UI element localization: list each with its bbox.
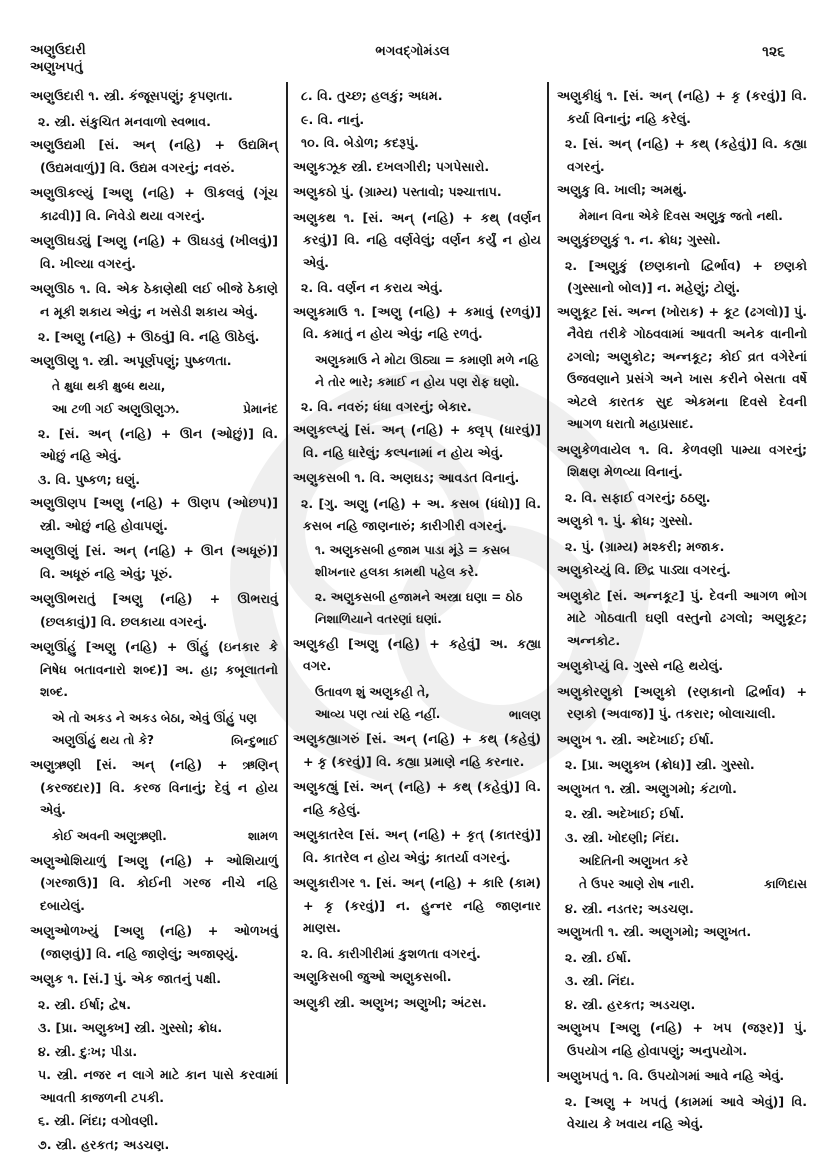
usage-quote [30,707,278,753]
headword: અણુકોચ્યું [557,562,611,577]
dictionary-entry [557,655,807,678]
headword: અણુકોટ [557,587,601,603]
sense-definition: ૨. [સં. અન્ (નહિ) + કથ્ (કહેવું)] વિ. કહ્યા વગરનું. [565,136,807,174]
dictionary-entry [557,1017,807,1062]
dictionary-entry [557,85,807,130]
dictionary-entry [557,179,807,202]
quote-line: તે ક્ષુધા થકી ક્ષુબ્ધ થયા, [52,379,166,393]
headword: અણુકોરણુકો [557,683,623,699]
headword: અણુકમાઉ [293,303,348,319]
sense-definition: ૯. વિ. નાનું. [301,111,365,127]
dictionary-entry [30,85,278,108]
quote-source: શામળ [247,829,278,843]
definition: સ્ત્રી. દખલગીરી; પગપેસારો. [347,158,490,174]
definition: [સં. અન્ (નહિ) + કથ્ (કહેવું) + કૃ (કરવું)] વિ. કહ્યા પ્રમાણે નહિ કરનાર. [303,731,541,769]
quote-line: અણુકમાઉ ને મોટા ઊઠ્યા = કમાણી મળે નહિ ને તોર ભારે; કમાઈ ન હોય પણ રોફ ઘણો. [315,352,539,389]
dictionary-entry [293,156,541,179]
sense-definition: ૪. સ્ત્રી. નડતર; અડચણ. [565,900,694,916]
dictionary-entry [30,134,278,179]
definition: [સં. અન્ (નહિ) + કથ્ (કહેવું)] વિ. નહિ કહેલું. [303,779,541,817]
dictionary-entry [557,510,807,533]
sense-definition: ૨. [અણુ (નહિ) + ઊઠવું] વિ. નહિ ઊઠેલું. [38,329,260,344]
sense-definition: ૨. સ્ત્રી. ઈર્ષા; દ્વેષ. [38,996,132,1012]
definition: ૧. ન. ક્રોધ; ગુસ્સો. [619,232,721,247]
definition: [અણુ (નહિ) + ઓળખવું (જાણવું)] વિ. નહિ જાણેલું; અજાણ્યું. [40,923,278,961]
sense-definition: ૩. સ્ત્રી. નિંદા. [565,973,635,988]
headword: અણુઊઘડ્યું [30,233,91,248]
dictionary-entry [293,181,541,204]
dictionary-entry [557,921,807,944]
headword: અણુખપતું [557,1068,609,1083]
column-1 [30,85,278,1157]
usage-quote [30,825,278,848]
definition: [અણુ (નહિ) + ઓશિયાળું (ગરજાઉ)] વિ. કોઈની ગરજ નીચે નહિ દબાયેલું. [40,852,278,913]
sense-definition: ૨. [અણુકું (છણકાનો દ્વિર્ભાવ) + છણકો (ગુસ્સાનો બોલ)] ન. મહેણું; ટોણું. [565,257,807,295]
headword: અણુઊઠ [30,281,75,296]
quote-line: મેમાન વિના એકે દિવસ અણુકુ જતો નથી. [579,208,783,223]
dictionary-entry [293,207,541,275]
sense-definition: ૬. સ્ત્રી. નિંદા; વગોવણી. [38,1113,159,1128]
sense-definition: ૪. સ્ત્રી. દુઃખ; પીડા. [38,1043,138,1059]
definition: ૧. વિ. એક ઠેકાણેથી લઈ બીજે ઠેકાણે ન મૂકી શકાય એવું; ન ખસેડી શકાય એવું. [40,281,278,319]
sense-definition: ૨. [સં. અન્ (નહિ) + ઊન (ઓછું)] વિ. ઓછું નહિ એવું. [38,425,278,463]
headword: અણુઊણુ [30,352,79,368]
dictionary-entry [30,636,278,704]
definition: સ્ત્રી. અણુખ; અણુખી; અંટસ. [329,994,487,1010]
headword: અણુકલ્પ્યું [293,422,349,437]
sense-definition: ૨. સ્ત્રી. સંકુચિત મનવાળો સ્વભાવ. [38,113,211,129]
definition: ૧. પું. ક્રોધ; ગુસ્સો. [593,513,693,528]
headword: અણુકારીગર [293,875,356,890]
headword: અણુખ [557,731,592,747]
headword: અણુકઝૂક [293,158,348,174]
definition: જુઓ અણુકસબી. [352,969,452,984]
headword: અણુઓશિયાળું [30,852,107,868]
headword: અણુખત [557,780,600,796]
definition: ૧. સ્ત્રી. અપૂર્ણપણું; પુષ્કળતા. [78,352,232,368]
dictionary-entry [30,230,278,275]
usage-quote [293,539,541,584]
headword: અણુઊણપ [30,495,87,510]
definition: ૧. સ્ત્રી. અણુગમો; અણુખત. [603,924,752,939]
definition: વિ. ખાલી; અમથું. [590,182,688,197]
headword: અણુખપ [557,1020,600,1035]
quote-line: ૨. અણુકસબી હજામને અસ્ત્રા ઘણા = ઠોઠ નિશાળિયાને વતરણાં ઘણાં. [315,589,523,626]
headword: અણુકસબી [293,470,351,485]
quote-source: બિન્દુભાઈ [231,733,278,748]
dictionary-entry [293,633,541,678]
headword: અણુખતી [557,924,604,939]
headword: અણુઊભરાતું [30,591,96,606]
dictionary-entry [557,559,807,582]
column-3 [557,85,807,1137]
sense-definition: ૪. સ્ત્રી. હરકત; અડચણ. [565,996,696,1012]
definition: ૧. [અણુ (નહિ) + કમાવું (રળવું)] વિ. કમાતું ન હોય એવું; નહિ રળતું. [303,303,541,341]
definition: ૧. [સં. અન્ (નહિ) + કારિ (કામ) + કૃ (કરવું)] ન. હુન્નર નહિ જાણનાર માણસ. [303,875,541,935]
headword: અણુકાતરેલ [293,827,354,842]
sense-definition: ૩. વિ. પુષ્કળ; ઘણું. [38,471,140,487]
headword: અણુકુ [557,182,591,197]
column-divider [286,82,288,1084]
sense-definition: ૨. પું. (ગ્રામ્ય) મશ્કરી; મજાક. [565,538,725,554]
headword: અણુકહ્યું [293,779,339,794]
guide-word-first: અણુઉદારી [30,43,86,58]
dictionary-entry [557,729,807,752]
definition: ૧. [સં. અન્ (નહિ) + કૃ (કરવું)] વિ. કર્યા વિનાનું; નહિ કરેલું. [567,88,807,126]
quote-line: અણુઊંહું થય તો કે? [52,733,155,747]
column-divider [547,82,549,1082]
dictionary-entry [30,540,278,585]
definition: [અણુ (નહિ) + ખપ (જરૂર)] પું. ઉપયોગ નહિ હોવાપણું; અનુપયોગ. [567,1020,807,1058]
quote-source: ભાલણ [508,707,541,722]
headword: અણુકૂટ [557,303,598,319]
sense-definition: ૨. સ્ત્રી. અદેખાઈ; ઈર્ષા. [565,806,685,821]
dictionary-entry [293,301,541,346]
sense-definition: ૨. વિ. નવરું; ધંધા વગરનું; બેકાર. [301,398,472,414]
dictionary-entry [557,301,807,436]
dictionary-entry [557,681,807,726]
dictionary-entry [30,588,278,633]
sense-definition: ૭. સ્ત્રી. હરકત; અડચણ. [38,1136,170,1152]
definition: [સં. અન્ (નહિ) + કૃત્ (કાતરવું)] વિ. કાતરેલ ન હોય એવું; કાતર્યા વગરનું. [303,827,541,865]
usage-quote [293,349,541,394]
dictionary-entry [557,439,807,484]
headword: અણુઉદ્યમી [30,137,86,152]
headword: અણુકુંછણુકું [557,232,620,247]
definition: ૧. સ્ત્રી. અણુગમો; કંટાળો. [599,780,737,796]
sense-definition: ૩. સ્ત્રી. ખોદણી; નિંદા. [565,829,680,845]
sense-definition: ૨. વિ. વર્ણન ન કરાય એવું. [301,280,443,295]
headword: અણુઉદારી [30,88,85,103]
quote-line: ૧. અણુકસબી હજામ પાડા મૂંડે = કસબ શીખનાર હલકા કામથી પહેલ કરે. [315,542,510,579]
definition: ૧. વિ. અણઘડ; આવડત વિનાનું. [350,470,520,485]
dictionary-entry [30,350,278,373]
headword: અણુકહી [293,635,339,651]
definition: [અણુ (નહિ) + ઊભરાવું (છલકાવું)] વિ. છલકાયા વગરનું. [40,591,278,629]
usage-quote [293,586,541,631]
dictionary-entry [293,992,541,1015]
dictionary-entry [30,492,278,537]
definition: વિ. છિદ્ર પાડ્યા વગરનું. [610,562,731,577]
dictionary-entry [30,182,278,227]
quote-line: ઉતાવળ શું અણુકહી તે, [315,684,430,699]
page-number: ૧૨૬ [762,44,785,60]
definition: [સં. અન્નકૂટ] પું. દેવની આગળ ભોગ માટે ગોઠવાતી ઘણી વસ્તુનો ઢગલો; અણુકૂટ; અન્નકોટ. [567,587,807,648]
definition: વિ. ગુસ્સે નહિ થયેલું. [608,658,723,673]
guide-word-last: અણુખપતું [30,60,83,75]
headword: અણુકિસબી [293,969,353,984]
definition: [સં. અન્ (નહિ) + ક્લૃપ્ (ધારવું)] વિ. નહિ ધારેલું; કલ્પનામાં ન હોય એવું. [303,422,541,460]
headword: અણુકહ્યાગરું [293,731,360,746]
sense-definition: ૩. [પ્રા. અણુક્ખ] સ્ત્રી. ગુસ્સો; ક્રોધ. [38,1020,223,1035]
definition: [અણુકો (રણકાનો દ્વિર્ભાવ) + રણકો (અવાજ)] પું. તકરાર; બોલાચાલી. [567,683,807,721]
quote-line: અદિતિની અણુખત કરે [579,854,689,868]
quote-line: આવ્ય પણ ત્યાં રહિ નહીં. [315,707,441,721]
definition: [સં. અન્ (નહિ) + ઋણિન્ (કરજદાર)] વિ. કરજ વિનાનું; દેવું ન હોય એવું. [40,757,278,817]
sense-definition: ૧૦. વિ. બેડોળ; કદરૂપું. [301,135,419,150]
dictionary-entry [293,776,541,821]
dictionary-entry [557,1065,807,1088]
sense-definition: ૨. વિ. કારીગીરીમાં કુશળતા વગરનું. [301,945,481,961]
sense-definition: ૨. સ્ત્રી. ઈર્ષા. [565,949,632,965]
usage-quote [557,205,807,228]
sense-definition: ૨. [અણુ + ખપતું (કામમાં આવે એવું)] વિ. વેચાય કે ખવાય નહિ એવું. [565,1093,807,1131]
usage-quote [30,375,278,421]
quote-line: આ ટળી ગઈ અણુઊણુઝ. [52,401,180,416]
headword: અણુકોપ્યું [557,658,609,673]
definition: ૧. સ્ત્રી. કંજૂસપણું; કૃપણતા. [84,88,233,103]
definition: ૧. [સં.] પું. એક જાતનું પક્ષી. [63,971,222,986]
dictionary-entry [293,419,541,464]
definition: [અણુ (નહિ) + ઊંહું (ઇનકાર કે નિષેધ બતાવનારો શબ્દ)] અ. હા; કબૂલાતનો શબ્દ. [40,639,278,699]
usage-quote [557,850,807,896]
definition: [સં. અન્ (નહિ) + ઉદ્યમિન્ (ઉદ્યમવાળું)] વિ. ઉદ્યમ વગરનું; નવરું. [40,137,278,175]
definition: [અણુ (નહિ) + ઊણપ (ઓછપ)] સ્ત્રી. ઓછું નહિ હોવાપણું. [40,495,278,533]
dictionary-entry [30,754,278,822]
sense-definition: ૮. વિ. તુચ્છ; હલકું; અધમ. [301,88,443,103]
running-title: ભગવદ્ગોમંડલ [375,44,450,59]
dictionary-entry [557,585,807,653]
headword: અણુકી [293,994,330,1010]
dictionary-entry [557,778,807,801]
headword: અણુક [30,971,64,986]
definition: [સં. અન્ન (ખોરાક) + કૂટ (ઢગલો)] પું. નૈવેદ્ય તરીકે ગોઠવવામાં આવતી અનેક વાનીનો ઢગલો; અણુકોટ; અન્નકૂટ; કોઈ વ્રત વગેરેનાં ઉજવણાને પ્રસંગે અને ખાસ કરીને બેસતા વર્ષે એટલે કારતક સુદ એકમના દિવસે દેવની આગળ ધરાતો મહાપ્રસાદ. [567,303,807,431]
sense-definition: ૨. [પ્રા. અણુક્ખ (ક્રોધ)] સ્ત્રી. ગુસ્સો. [565,757,755,772]
quote-source: પ્રેમાનંદ [243,402,278,416]
dictionary-entry [293,824,541,869]
dictionary-entry [293,728,541,773]
sense-definition: ૫. સ્ત્રી. નજર ન લાગે માટે કાન પાસે કરવામાં આવતી કાજળની ટપકી. [38,1067,278,1105]
definition: ૧. સ્ત્રી. અદેખાઈ; ઈર્ષા. [591,731,715,747]
definition: [અણુ (નહિ) + ઊકલવું (ગૂંચ કાઢવી)] વિ. નિવેડો થયા વગરનું. [40,185,278,223]
quote-source: કાળિદાસ [764,877,807,891]
definition: [અણુ (નહિ) + કહેવું] અ. કહ્યા વગર. [303,635,541,673]
sense-definition: ૨. વિ. સફાઈ વગરનું; ઠઠણુ. [565,489,711,505]
headword: અણુકથ [293,209,336,225]
dictionary-entry [30,850,278,918]
definition: પું. (ગ્રામ્ય) પસ્તાવો; પશ્ચાત્તાપ. [336,184,502,199]
definition: [અણુ (નહિ) + ઊઘડવું (ખીલવું)] વિ. ખીલ્યા વગરનું. [40,233,278,271]
dictionary-entry [30,968,278,991]
quote-line: એ તો અકડ ને અકડ બેઠા, એવું ઊંહું પણ [52,710,257,725]
dictionary-entry [293,467,541,490]
dictionary-entry [293,966,541,989]
headword: અણુકો [557,513,594,528]
dictionary-entry [557,229,807,252]
headword: અણુઊંહું [30,639,77,654]
sense-definition: ૨. [ગુ. અણુ (નહિ) + અ. કસબ (ધંધો)] વિ. કસબ નહિ જાણનારું; કારીગીરી વગરનું. [301,495,541,533]
dictionary-entry [293,872,541,940]
headword: અણુઊણું [30,543,79,558]
headword: અણુકેળવાયેલ [557,441,631,457]
definition: ૧. [સં. અન્ (નહિ) + કથ્ (વર્ણન કરવું)] વિ. નહિ વર્ણવેલું; વર્ણન કર્યું ન હોય એવું. [303,209,541,270]
headword: અણુકઠો [293,184,337,199]
definition: ૧. વિ. ઉપયોગમાં આવે નહિ એવું. [608,1068,785,1083]
definition: ૧. વિ. કેળવણી પામ્યા વગરનું; શિક્ષણ મેળવ્યા વિનાનું. [567,441,807,479]
quote-line: તે ઉપર આણે રોષ નારી. [579,876,695,891]
dictionary-entry [30,278,278,323]
definition: [સં. અન્ (નહિ) + ઊન (અધૂરું)] વિ. અધૂરું નહિ એવું; પૂરું. [40,543,278,581]
column-2 [293,85,541,1017]
quote-line: કોઈ અવની અણુઋણી. [52,828,167,843]
headword: અણુઓળખ્યું [30,923,99,938]
dictionary-entry [30,920,278,965]
headword: અણુકીધું [557,88,602,103]
usage-quote [293,681,541,727]
headword: અણુઋણી [30,757,82,772]
headword: અણુઊકલ્યું [30,185,94,200]
